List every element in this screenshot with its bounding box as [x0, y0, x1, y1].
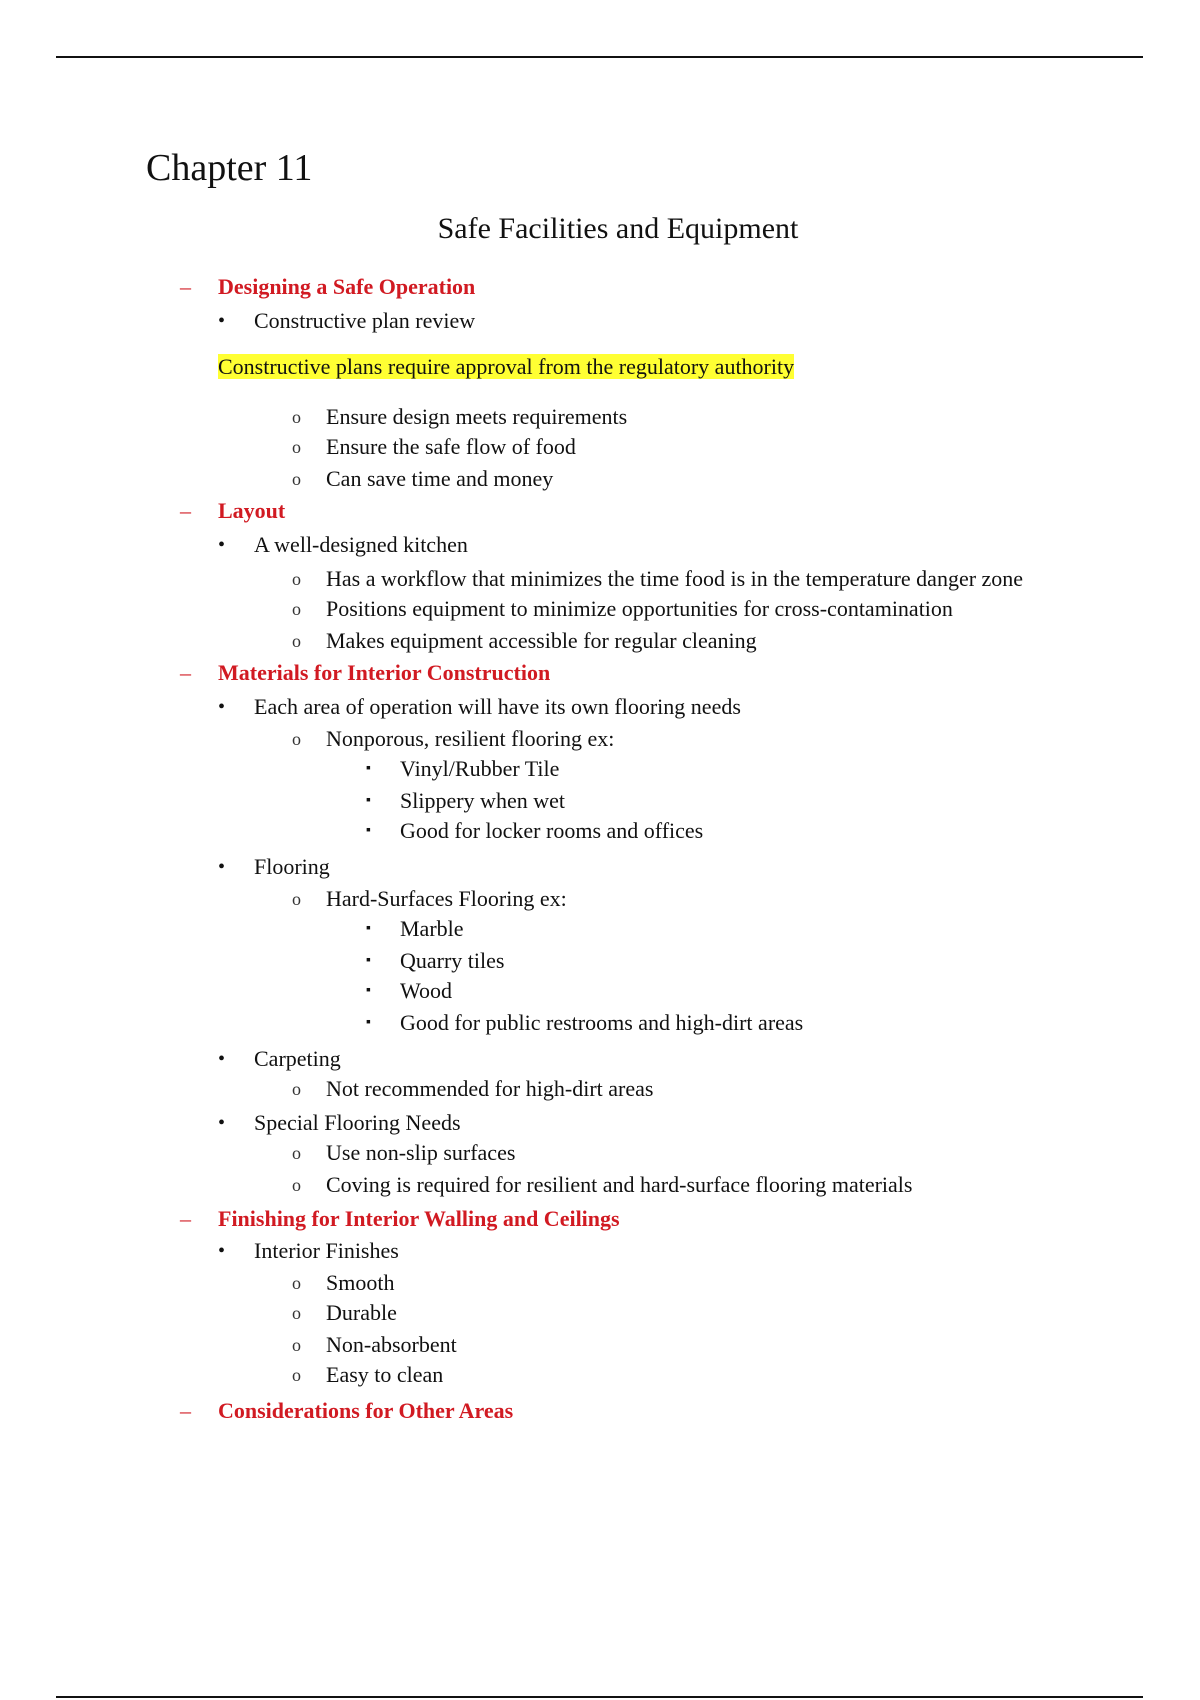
sub-item: Coving is required for resilient and hard-surface flooring materials: [326, 1172, 913, 1197]
sub-item: Hard-Surfaces Flooring ex:: [326, 886, 567, 911]
bullet-marker: •: [218, 1048, 226, 1070]
section-dash: –: [180, 274, 191, 299]
bullet-item: Carpeting: [254, 1046, 341, 1071]
bullet-marker: •: [218, 856, 226, 878]
section-title-other-areas: Considerations for Other Areas: [218, 1398, 514, 1423]
circle-marker: o: [292, 889, 301, 909]
sub-item: Ensure the safe flow of food: [326, 434, 576, 459]
square-marker: ▪: [366, 983, 371, 998]
section-title-designing: Designing a Safe Operation: [218, 274, 476, 299]
bullet-item: Flooring: [254, 854, 330, 879]
bullet-marker: •: [218, 534, 226, 556]
circle-marker: o: [292, 1365, 301, 1385]
sub-item: Non-absorbent: [326, 1332, 457, 1357]
highlight-text: Constructive plans require approval from the regulatory authority: [218, 354, 795, 379]
sub-sub-item: Wood: [400, 978, 453, 1003]
square-marker: ▪: [366, 761, 371, 776]
section-dash: –: [180, 498, 191, 523]
square-marker: ▪: [366, 823, 371, 838]
circle-marker: o: [292, 1175, 301, 1195]
section-dash: –: [180, 1206, 191, 1231]
chapter-heading: Chapter 11: [146, 147, 313, 189]
sub-item: Positions equipment to minimize opportunities for cross-contamination: [326, 596, 953, 621]
circle-marker: o: [292, 631, 301, 651]
bullet-item: Each area of operation will have its own flooring needs: [254, 694, 741, 719]
sub-sub-item: Quarry tiles: [400, 948, 505, 973]
circle-marker: o: [292, 1303, 301, 1323]
circle-marker: o: [292, 469, 301, 489]
sub-item: Not recommended for high-dirt areas: [326, 1076, 654, 1101]
sub-sub-item: Slippery when wet: [400, 788, 565, 813]
sub-item: Nonporous, resilient flooring ex:: [326, 726, 615, 751]
circle-marker: o: [292, 1273, 301, 1293]
footer-rule: [56, 1696, 1143, 1698]
section-dash: –: [180, 1398, 191, 1423]
bullet-item: Special Flooring Needs: [254, 1110, 461, 1135]
sub-item: Ensure design meets requirements: [326, 404, 628, 429]
square-marker: ▪: [366, 921, 371, 936]
sub-item: Smooth: [326, 1270, 395, 1295]
sub-item: Can save time and money: [326, 466, 554, 491]
sub-item: Easy to clean: [326, 1362, 444, 1387]
sub-item: Has a workflow that minimizes the time food is in the temperature danger zone: [326, 566, 1024, 591]
sub-sub-item: Good for public restrooms and high-dirt areas: [400, 1010, 804, 1035]
section-title-finishing: Finishing for Interior Walling and Ceilings: [218, 1206, 620, 1231]
circle-marker: o: [292, 569, 301, 589]
bullet-item: Interior Finishes: [254, 1238, 399, 1263]
sub-sub-item: Marble: [400, 916, 464, 941]
section-title-layout: Layout: [218, 498, 286, 523]
sub-sub-item: Good for locker rooms and offices: [400, 818, 704, 843]
page-subtitle: Safe Facilities and Equipment: [437, 212, 799, 245]
section-title-materials: Materials for Interior Construction: [218, 660, 551, 685]
bullet-marker: •: [218, 1240, 226, 1262]
section-dash: –: [180, 660, 191, 685]
bullet-item: A well-designed kitchen: [254, 532, 468, 557]
bullet-item: Constructive plan review: [254, 308, 476, 333]
sub-item: Use non-slip surfaces: [326, 1140, 516, 1165]
sub-sub-item: Vinyl/Rubber Tile: [400, 756, 560, 781]
square-marker: ▪: [366, 1015, 371, 1030]
square-marker: ▪: [366, 793, 371, 808]
circle-marker: o: [292, 1079, 301, 1099]
header-rule: [56, 56, 1143, 58]
circle-marker: o: [292, 407, 301, 427]
circle-marker: o: [292, 437, 301, 457]
square-marker: ▪: [366, 953, 371, 968]
circle-marker: o: [292, 1335, 301, 1355]
circle-marker: o: [292, 1143, 301, 1163]
bullet-marker: •: [218, 1112, 226, 1134]
bullet-marker: •: [218, 696, 226, 718]
circle-marker: o: [292, 729, 301, 749]
circle-marker: o: [292, 599, 301, 619]
sub-item: Makes equipment accessible for regular cleaning: [326, 628, 757, 653]
sub-item: Durable: [326, 1300, 397, 1325]
highlight-note: [218, 352, 794, 382]
bullet-marker: •: [218, 310, 226, 332]
